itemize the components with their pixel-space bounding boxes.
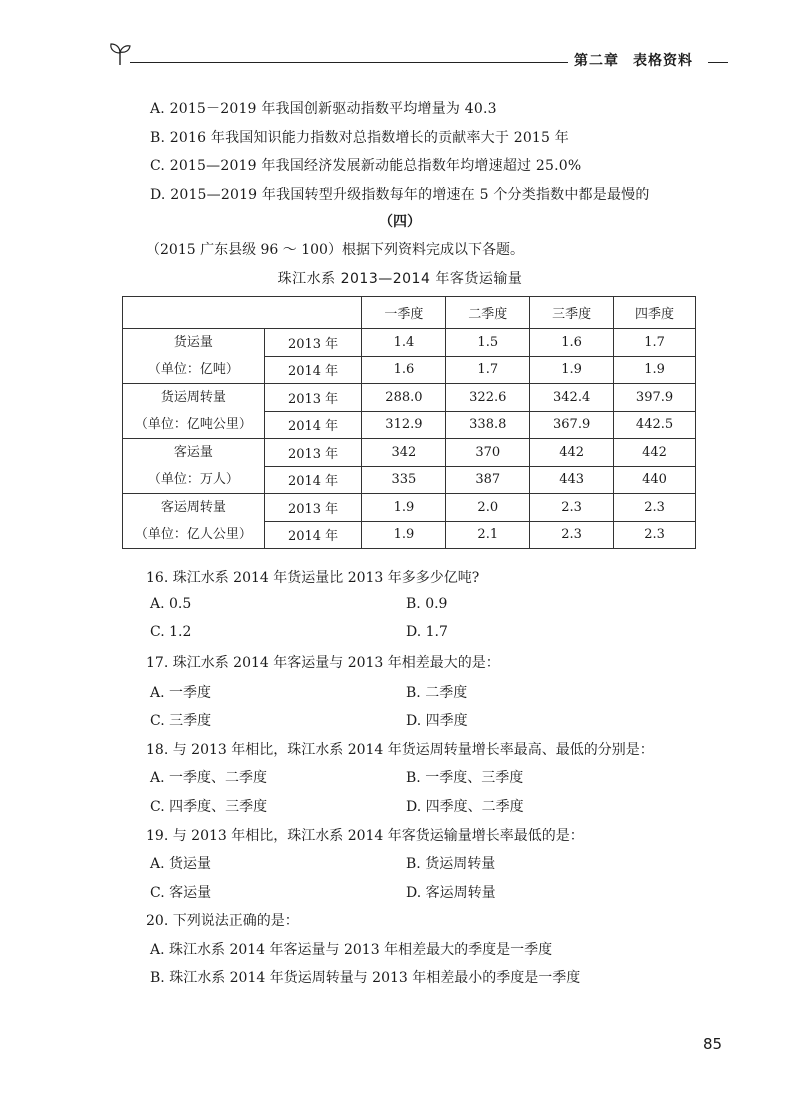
value-cell: 312.9 [362,411,446,439]
table-row [123,439,696,467]
chapter-title: 表格资料 [633,53,693,69]
category-unit: （单位：亿吨公里） [134,417,252,432]
value-cell: 335 [362,466,446,494]
sprout-icon [108,40,132,66]
value-cell: 2.1 [446,521,530,549]
value-cell: 342 [362,439,446,467]
chapter-number: 第二章 [574,53,619,69]
year-cell: 2014 年 [264,466,362,494]
category-cell [123,494,265,549]
page-number: 85 [703,1035,723,1053]
q18-option-c: C. 四季度、三季度 [150,799,268,815]
value-cell: 442.5 [614,411,696,439]
year-cell: 2014 年 [264,411,362,439]
table-row [123,494,696,522]
value-cell: 338.8 [446,411,530,439]
value-cell: 2.3 [530,521,614,549]
question-20-stem: 20. 下列说法正确的是： [146,913,299,929]
column-header: 三季度 [530,297,614,329]
value-cell: 2.0 [446,494,530,522]
question-16-stem: 16. 珠江水系 2014 年货运量比 2013 年多多少亿吨? [146,570,480,586]
year-cell: 2014 年 [264,521,362,549]
value-cell: 1.5 [446,329,530,357]
value-cell: 370 [446,439,530,467]
header-rule-right [708,62,728,63]
category-name: 客运周转量 [160,500,226,515]
value-cell: 443 [530,466,614,494]
q19-option-a: A. 货运量 [150,856,212,872]
q19-option-d: D. 客运周转量 [406,885,496,901]
year-cell: 2013 年 [264,439,362,467]
column-header: 一季度 [362,297,446,329]
category-cell [123,329,265,384]
year-cell: 2013 年 [264,494,362,522]
q17-option-b: B. 二季度 [406,685,468,701]
q17-option-d: D. 四季度 [406,713,468,729]
value-cell: 2.3 [530,494,614,522]
q16-option-b: B. 0.9 [406,596,448,612]
section-intro: （2015 广东县级 96 ～ 100）根据下列资料完成以下各题。 [146,242,524,258]
q18-option-a: A. 一季度、二季度 [150,770,268,786]
question-19-stem: 19. 与 2013 年相比，珠江水系 2014 年客货运输量增长率最低的是： [146,828,584,844]
category-unit: （单位：亿人公里） [134,527,252,542]
value-cell: 322.6 [446,384,530,412]
question-18-stem: 18. 与 2013 年相比，珠江水系 2014 年货运周转量增长率最高、最低的分别是： [146,742,654,758]
value-cell: 1.6 [530,329,614,357]
category-cell [123,439,265,494]
transport-table [122,296,696,549]
prev-option-d: D. 2015—2019 年我国转型升级指数每年的增速在 5 个分类指数中都是最慢的 [150,187,650,203]
q16-option-c: C. 1.2 [150,624,192,640]
prev-option-a: A. 2015－2019 年我国创新驱动指数平均增量为 40.3 [150,101,497,117]
prev-option-b: B. 2016 年我国知识能力指数对总指数增长的贡献率大于 2015 年 [150,130,569,146]
year-cell: 2014 年 [264,356,362,384]
year-cell: 2013 年 [264,329,362,357]
q20-option-a: A. 珠江水系 2014 年客运量与 2013 年相差最大的季度是一季度 [150,942,553,958]
q18-option-d: D. 四季度、二季度 [406,799,524,815]
value-cell: 1.9 [614,356,696,384]
value-cell: 1.9 [530,356,614,384]
value-cell: 1.4 [362,329,446,357]
q19-option-b: B. 货运周转量 [406,856,496,872]
value-cell: 442 [530,439,614,467]
category-name: 货运量 [173,335,213,350]
column-header: 二季度 [446,297,530,329]
value-cell: 2.3 [614,494,696,522]
prev-option-c: C. 2015—2019 年我国经济发展新动能总指数年均增速超过 25.0% [150,158,582,174]
q19-option-c: C. 客运量 [150,885,212,901]
category-name: 货运周转量 [160,390,226,405]
q16-option-a: A. 0.5 [150,596,192,612]
table-corner-cell [123,297,362,329]
value-cell: 397.9 [614,384,696,412]
value-cell: 440 [614,466,696,494]
value-cell: 1.9 [362,494,446,522]
header-rule-left [130,62,568,63]
q18-option-b: B. 一季度、三季度 [406,770,524,786]
category-name: 客运量 [173,445,213,460]
value-cell: 442 [614,439,696,467]
value-cell: 387 [446,466,530,494]
value-cell: 1.6 [362,356,446,384]
category-cell [123,384,265,439]
value-cell: 1.7 [446,356,530,384]
value-cell: 1.7 [614,329,696,357]
q17-option-a: A. 一季度 [150,685,212,701]
table-row [123,329,696,357]
table-header-row [123,297,696,329]
value-cell: 2.3 [614,521,696,549]
chapter-label [574,50,693,70]
section-title: （四） [379,214,421,230]
value-cell: 1.9 [362,521,446,549]
table-title: 珠江水系 2013—2014 年客货运输量 [277,271,523,287]
value-cell: 342.4 [530,384,614,412]
table-row [123,384,696,412]
q17-option-c: C. 三季度 [150,713,212,729]
question-17-stem: 17. 珠江水系 2014 年客运量与 2013 年相差最大的是： [146,655,500,671]
running-header [108,40,728,70]
value-cell: 367.9 [530,411,614,439]
value-cell: 288.0 [362,384,446,412]
q16-option-d: D. 1.7 [406,624,448,640]
category-unit: （单位：亿吨） [147,362,239,377]
year-cell: 2013 年 [264,384,362,412]
category-unit: （单位：万人） [147,472,239,487]
column-header: 四季度 [614,297,696,329]
q20-option-b: B. 珠江水系 2014 年货运周转量与 2013 年相差最小的季度是一季度 [150,970,581,986]
